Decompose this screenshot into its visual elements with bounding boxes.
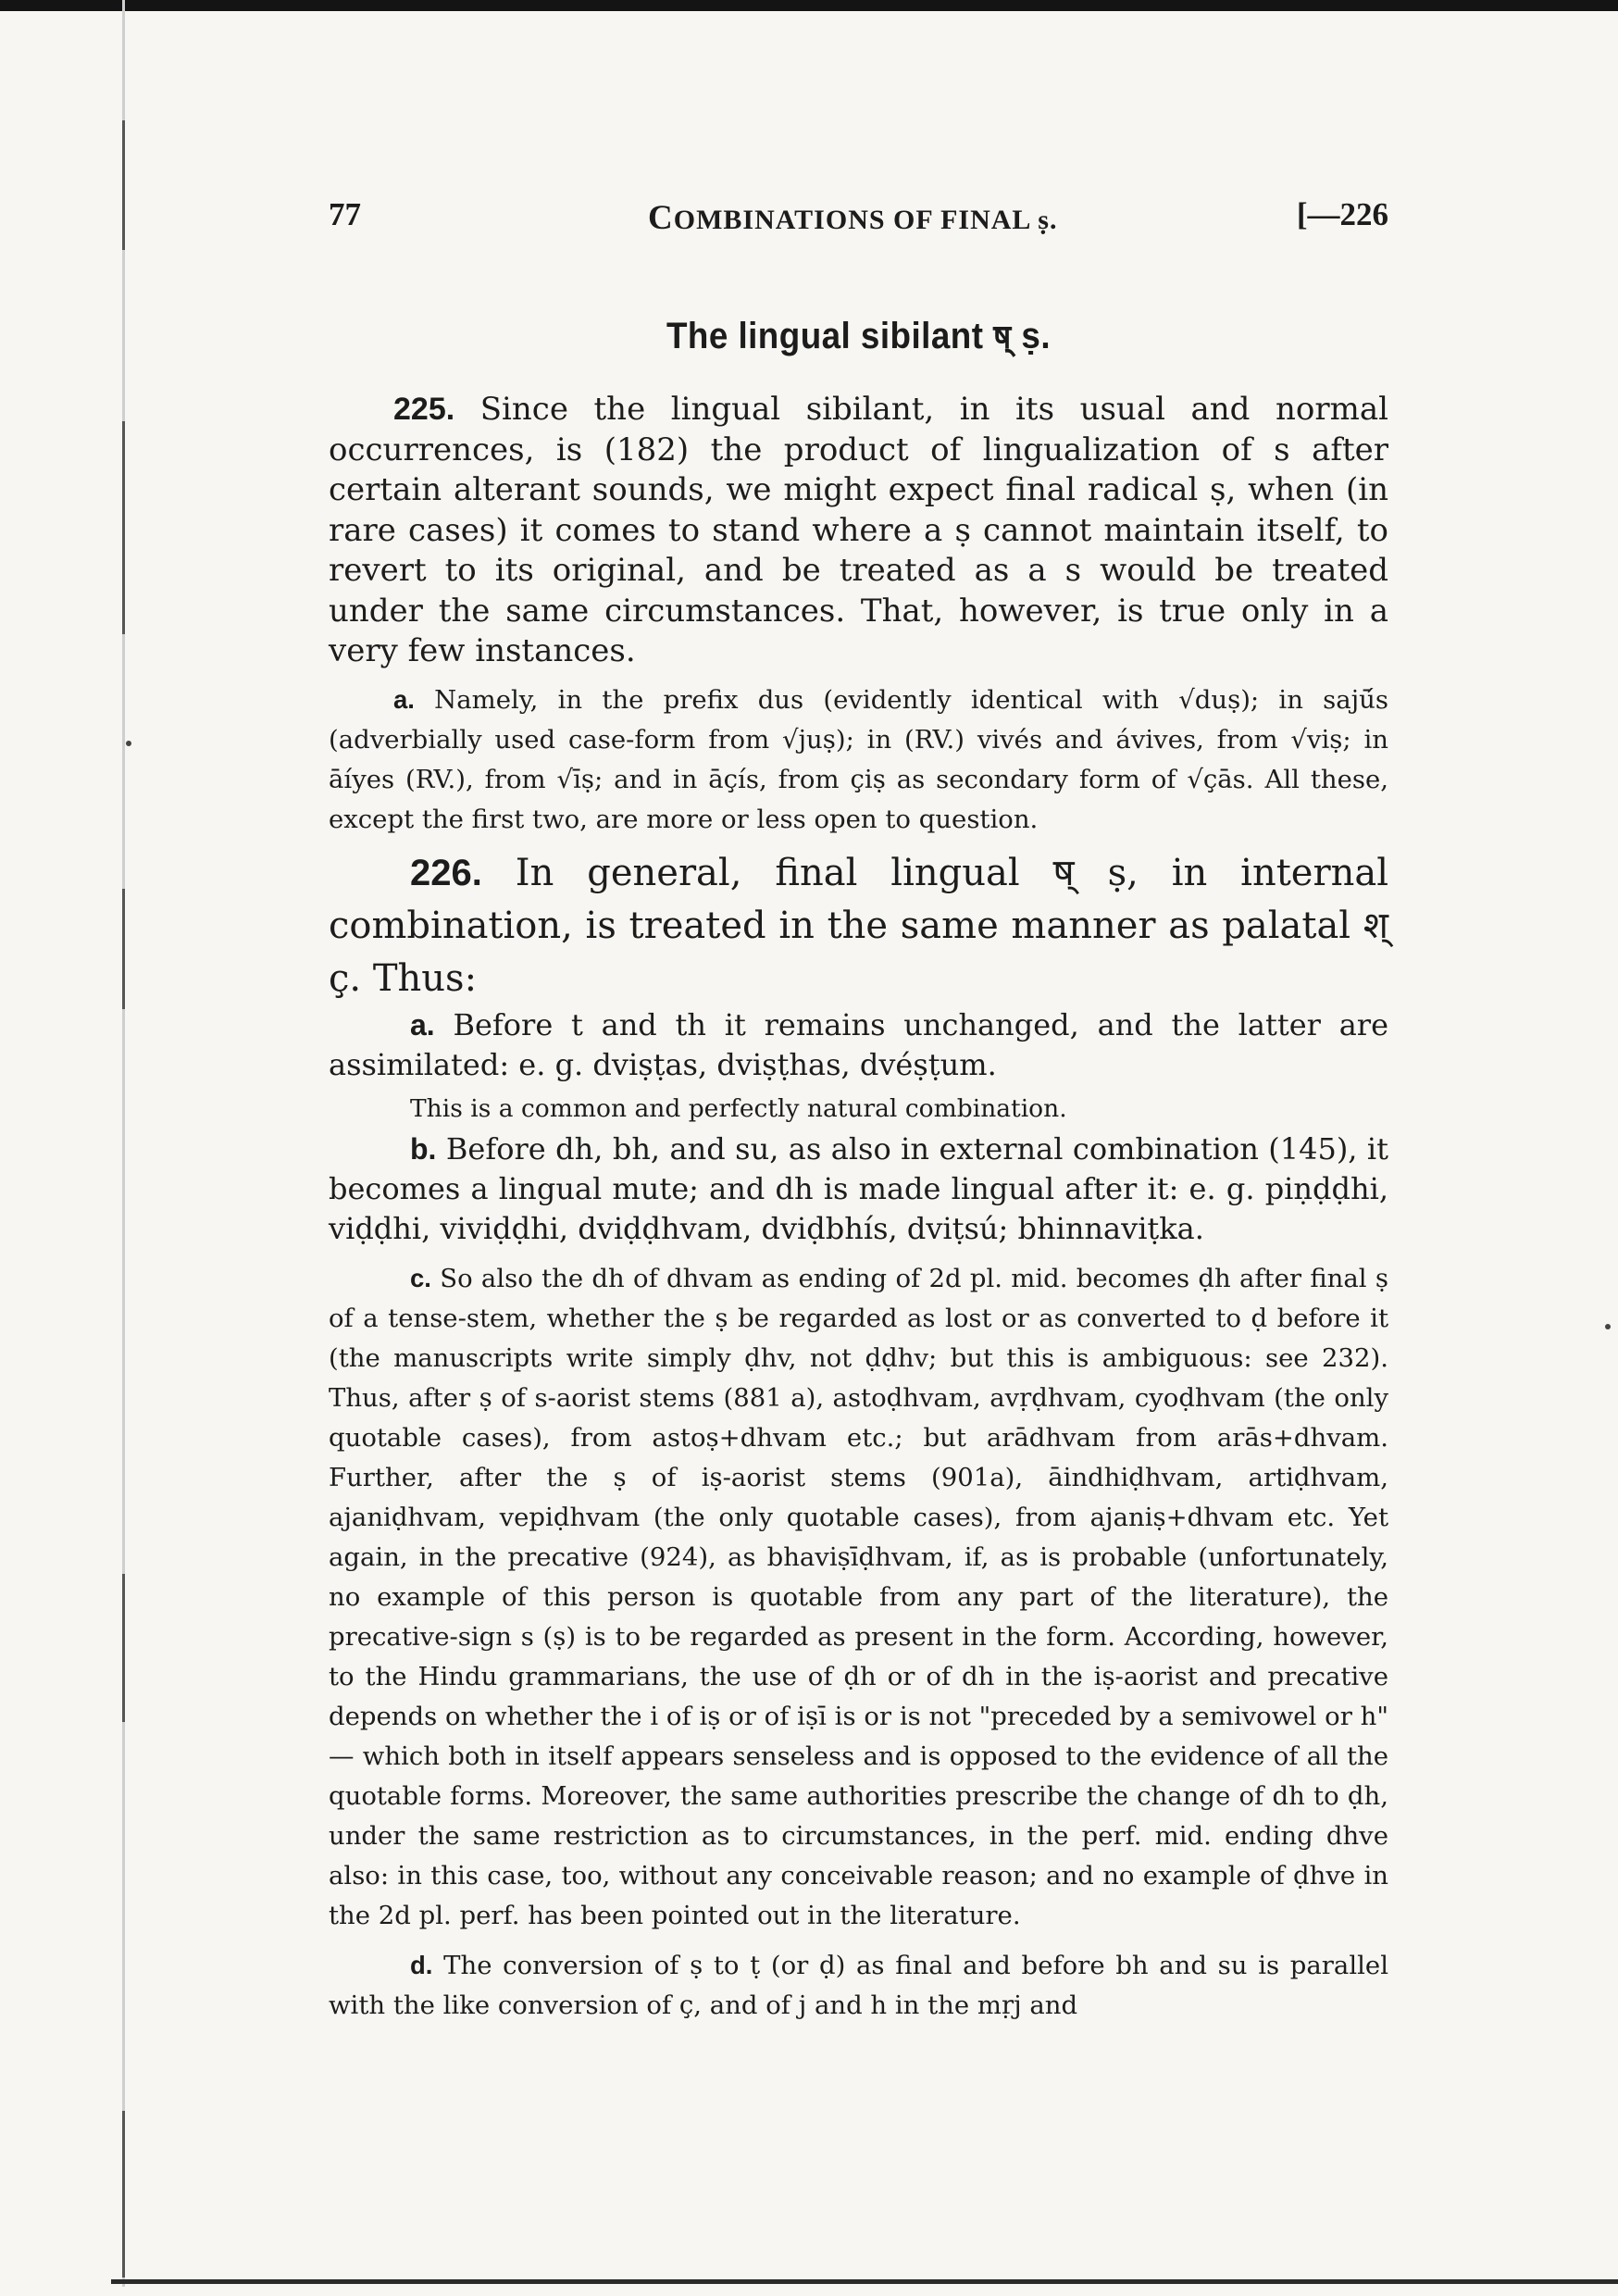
paragraph-text: In general, final lingual ष् ṣ, in internal combination, is treated in the same manner as palatal श् ç. Thus: [329, 851, 1388, 1000]
edge-speck [126, 741, 131, 746]
gutter-mark [122, 120, 125, 250]
paragraph-226b [329, 1129, 1388, 1249]
paragraph-text: Since the lingual sibilant, in its usual and normal occurrences, is (182) the product of lingualization of s after certain alterant sounds, we might expect final radical ṣ, when (in rare cases) it comes to stand where a ṣ cannot maintain itself, to revert to its original, and be treated as a s would be treated under the same circumstances. That, however, is true only in a very few instances. [329, 391, 1388, 669]
paragraph-text: This is a common and perfectly natural combination. [410, 1093, 1067, 1123]
paragraph-number: 225. [393, 392, 455, 427]
page-number: 77 [329, 196, 361, 232]
section-title-devanagari: ष् [993, 318, 1012, 356]
running-header [329, 185, 1388, 241]
section-title-translit: ṣ. [1021, 316, 1052, 356]
book-page [329, 185, 1388, 2026]
gutter-mark [122, 2111, 125, 2277]
paragraph-226 [329, 847, 1388, 1005]
paragraph-226d [329, 1945, 1388, 2026]
running-title-rest: OMBINATIONS OF FINAL ṣ. [673, 205, 1058, 235]
paragraph-225 [329, 390, 1388, 672]
subparagraph-label: b. [410, 1131, 437, 1166]
bottom-edge-rule [111, 2279, 1618, 2284]
paragraph-225a [329, 680, 1388, 840]
paragraph-text: Namely, in the prefix dus (evidently identical with √duṣ); in sajū́s (adverbially used case-form from √juṣ); in (RV.) vivés and ávives, from √viṣ; in āíyes (RV.), from √īṣ; and in āçís, from çiṣ as secondary form of √çās. All these, except the first two, are more or less open to question. [329, 684, 1388, 834]
subparagraph-label: a. [393, 684, 415, 714]
running-title-initial: C [648, 199, 674, 237]
top-edge-rule [0, 0, 1618, 11]
paragraph-text: Before dh, bh, and su, as also in external combination (145), it becomes a lingual mute; and dh is made lingual after it: e. g. piṇḍḍhi, viḍḍhi, viviḍḍhi, dviḍḍhvam, dviḍbhís, dviṭsú; bhinnaviṭka. [329, 1130, 1389, 1246]
paragraph-text: So also the dh of dhvam as ending of 2d pl. mid. becomes ḍh after final ṣ of a tense-stem, whether the ṣ be regarded as lost or as converted to ḍ before it (the manuscripts write simply ḍhv, not ḍḍhv; but this is ambiguous: see 232). Thus, after ṣ of s-aorist stems (881 a), astoḍhvam, avṛḍhvam, cyoḍhvam (the only quotable cases), from astoṣ+dhvam etc.; but arādhvam from arās+dhvam. Further, after the ṣ of iṣ-aorist stems (901a), āindhiḍhvam, artiḍhvam, ajaniḍhvam, vepiḍhvam (the only quotable cases), from ajaniṣ+dhvam etc. Yet again, in the precative (924), as bhaviṣīḍhvam, if, as is probable (unfortunately, no example of this person is quotable from any part of the literature), the precative-sign s (ṣ) is to be regarded as present in the form. According, however, to the Hindu grammarians, the use of ḍh or of dh in the iṣ-aorist and precative depends on whether the i of iṣ or of iṣī is or is not "preceded by a semivowel or h" — which both in itself appears senseless and is opposed to the evidence of all the quotable forms. Moreover, the same authorities prescribe the change of dh to ḍh, under the same restriction as to circumstances, in the perf. mid. ending dhve also: in this case, too, without any conceivable reason; and no example of ḍhve in the 2d pl. perf. has been pointed out in the literature. [329, 1263, 1388, 1930]
section-title-text: The lingual sibilant [666, 316, 984, 356]
paragraph-text: The conversion of ṣ to ṭ (or ḍ) as final and before bh and su is parallel with the like conversion of ç, and of j and h in the mṛj and [329, 1950, 1388, 2020]
gutter-mark [122, 1574, 125, 1722]
subparagraph-label: d. [410, 1950, 433, 1979]
section-title [371, 313, 1346, 358]
paragraph-226a-note [329, 1091, 1388, 1128]
subparagraph-label: a. [410, 1007, 435, 1042]
edge-speck [1605, 1324, 1611, 1329]
binding-gutter [122, 0, 125, 2287]
gutter-mark [122, 421, 125, 634]
subparagraph-label: c. [410, 1263, 431, 1292]
paragraph-226a [329, 1005, 1388, 1085]
paragraph-text: Before t and th it remains unchanged, and the latter are assimilated: e. g. dviṣṭas, dviṣṭhas, dvéṣṭum. [329, 1006, 1389, 1082]
paragraph-226c [329, 1258, 1388, 1936]
running-title [648, 198, 1057, 238]
gutter-mark [122, 889, 125, 1009]
paragraph-number: 226. [410, 852, 482, 893]
section-range: [—226 [1296, 196, 1388, 232]
